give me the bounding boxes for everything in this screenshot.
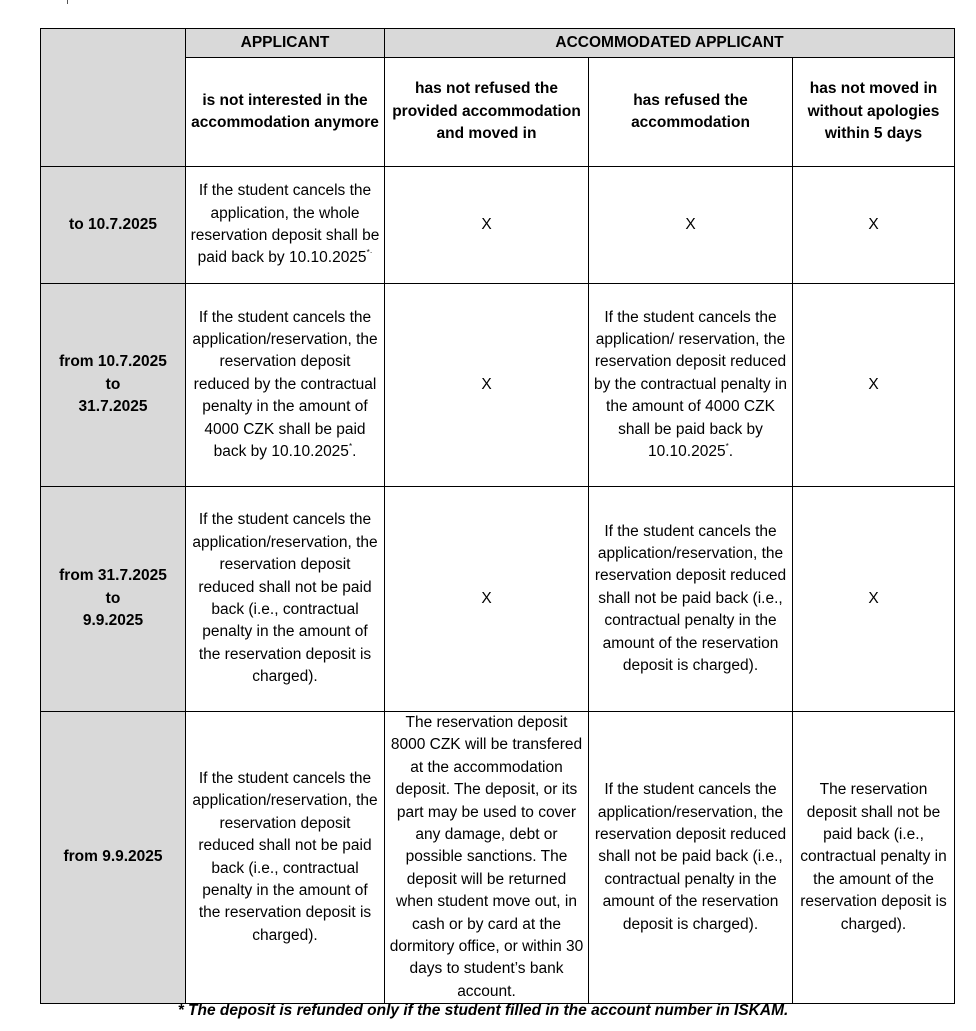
period-line: to <box>105 375 121 393</box>
footnote-marker: * <box>725 442 729 452</box>
cell-suffix: . <box>728 443 733 461</box>
column-header-refused: has refused the accommodation <box>589 58 793 167</box>
table-row <box>41 487 955 712</box>
cell-not-moved-in: X <box>793 487 955 712</box>
table-row <box>41 712 955 1004</box>
accommodated-applicant-header: ACCOMMODATED APPLICANT <box>385 29 955 58</box>
cell-suffix: . <box>352 443 357 461</box>
cell-not-interested: If the student cancels the application/reservation, the reservation deposit reduced shall not be paid back (i.e., contractual penalty in the amount of the reservation deposit is charged). <box>186 712 385 1004</box>
cell-refused: If the student cancels the application/reservation, the reservation deposit reduced shall not be paid back (i.e., contractual penalty in the amount of the reservation deposit is charged). <box>589 487 793 712</box>
period-line: from 31.7.2025 <box>59 567 167 585</box>
cell-not-moved-in: The reservation deposit shall not be paid back (i.e., contractual penalty in the amount of the reservation deposit is charged). <box>793 712 955 1004</box>
cell-refused: X <box>589 167 793 284</box>
cell-not-interested <box>186 284 385 487</box>
period-line: 31.7.2025 <box>78 398 148 416</box>
applicant-header: APPLICANT <box>186 29 385 58</box>
period-label: from 9.9.2025 <box>41 712 186 1004</box>
period-line: to <box>105 589 121 607</box>
cell-refused <box>589 284 793 487</box>
period-label <box>41 284 186 487</box>
cell-not-moved-in: X <box>793 167 955 284</box>
cell-suffix: · <box>369 248 373 258</box>
cell-moved-in: The reservation deposit 8000 CZK will be transfered at the accommodation deposit. The deposit, or its part may be used to cover any damage, debt or possible sanctions. The deposit will be returned when student move out, in cash or by card at the dormitory office, or within 30 days to student’s bank account. <box>385 712 589 1004</box>
column-header-not-moved-in: has not moved in without apologies within 5 days <box>793 58 955 167</box>
page-edge-mark <box>67 0 68 4</box>
footnote-marker: * <box>348 442 353 452</box>
period-label <box>41 487 186 712</box>
period-line: from 10.7.2025 <box>59 353 167 371</box>
cell-not-interested <box>186 167 385 284</box>
header-row-1 <box>41 29 955 58</box>
column-header-not-interested: is not interested in the accommodation anymore <box>186 58 385 167</box>
cell-moved-in: X <box>385 284 589 487</box>
cell-moved-in: X <box>385 487 589 712</box>
period-label: to 10.7.2025 <box>41 167 186 284</box>
cell-not-interested: If the student cancels the application/reservation, the reservation deposit reduced shall not be paid back (i.e., contractual penalty in the amount of the reservation deposit is charged). <box>186 487 385 712</box>
footnote-marker: * <box>366 248 370 258</box>
cell-not-moved-in: X <box>793 284 955 487</box>
reservation-deposit-table <box>40 28 955 1004</box>
corner-cell <box>41 29 186 167</box>
cell-text: If the student cancels the application, the whole reservation deposit shall be paid back by 10.10.2025 <box>190 182 380 267</box>
table-row <box>41 284 955 487</box>
cell-text: If the student cancels the application/ reservation, the reservation deposit reduced by the contractual penalty in the amount of 4000 CZK shall be paid back by 10.10.2025 <box>593 308 787 461</box>
cell-moved-in: X <box>385 167 589 284</box>
table-row <box>41 167 955 284</box>
cell-refused: If the student cancels the application/reservation, the reservation deposit reduced shall not be paid back (i.e., contractual penalty in the amount of the reservation deposit is charged). <box>589 712 793 1004</box>
footnote: * The deposit is refunded only if the student filled in the account number in ISKAM. <box>177 1002 789 1019</box>
period-line: 9.9.2025 <box>82 612 144 630</box>
column-header-moved-in: has not refused the provided accommodation and moved in <box>385 58 589 167</box>
cell-text: If the student cancels the application/reservation, the reservation deposit reduced by the contractual penalty in the amount of 4000 CZK shall be paid back by 10.10.2025 <box>192 308 378 461</box>
